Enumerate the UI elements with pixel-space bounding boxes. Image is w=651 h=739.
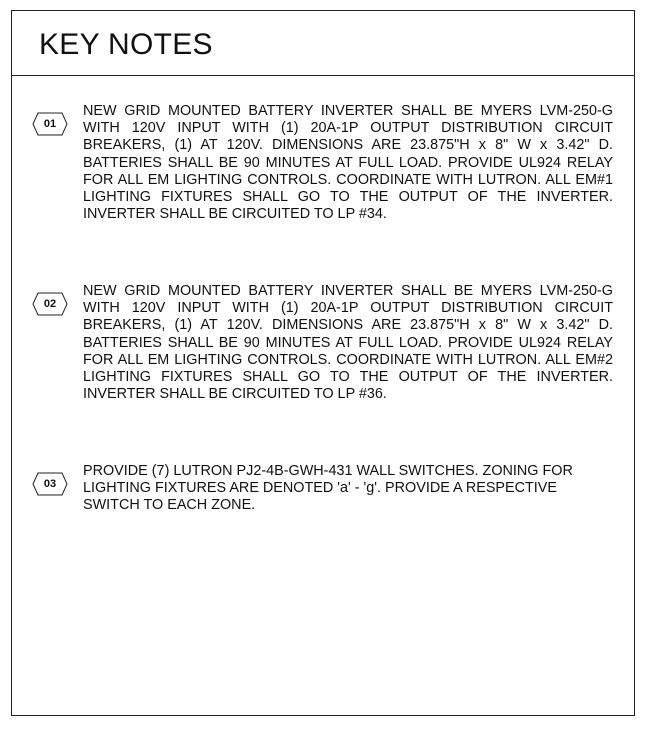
note-tag-02: [32, 292, 68, 316]
note-tag-01: [32, 112, 68, 136]
note-tag-03: [32, 472, 68, 496]
note-text: NEW GRID MOUNTED BATTERY INVERTER SHALL BE MYERS LVM-250-G WITH 120V INPUT WITH (1) 20A-1P OUTPUT DISTRIBUTION CIRCUIT BREAKERS, (1) AT 120V. DIMENSIONS ARE 23.875"H x 8" W x 3.42" D. BATTERIES SHALL BE 90 MINUTES AT FULL LOAD. PROVIDE UL924 RELAY FOR ALL EM LIGHTING CONTROLS. COORDINATE WITH LUTRON. ALL EM#1 LIGHTING FIXTURES SHALL GO TO THE OUTPUT OF THE INVERTER. INVERTER SHALL BE CIRCUITED TO LP #34.: [83, 103, 613, 223]
note-tag-label: 03: [43, 478, 57, 490]
note-tag-label: 01: [43, 118, 57, 130]
key-notes-header: [12, 11, 634, 76]
page-title: KEY NOTES: [39, 28, 213, 61]
note-tag-label: 02: [43, 298, 57, 310]
note-text: NEW GRID MOUNTED BATTERY INVERTER SHALL BE MYERS LVM-250-G WITH 120V INPUT WITH (1) 20A-1P OUTPUT DISTRIBUTION CIRCUIT BREAKERS, (1) AT 120V. DIMENSIONS ARE 23.875"H x 8" W x 3.42" D. BATTERIES SHALL BE 90 MINUTES AT FULL LOAD. PROVIDE UL924 RELAY FOR ALL EM LIGHTING CONTROLS. COORDINATE WITH LUTRON. ALL EM#2 LIGHTING FIXTURES SHALL GO TO THE OUTPUT OF THE INVERTER. INVERTER SHALL BE CIRCUITED TO LP #36.: [83, 283, 613, 403]
note-text: PROVIDE (7) LUTRON PJ2-4B-GWH-431 WALL SWITCHES. ZONING FOR LIGHTING FIXTURES ARE DENOTED 'a' - 'g'. PROVIDE A RESPECTIVE SWITCH TO EACH ZONE.: [83, 463, 573, 514]
key-notes-panel: [11, 10, 635, 716]
